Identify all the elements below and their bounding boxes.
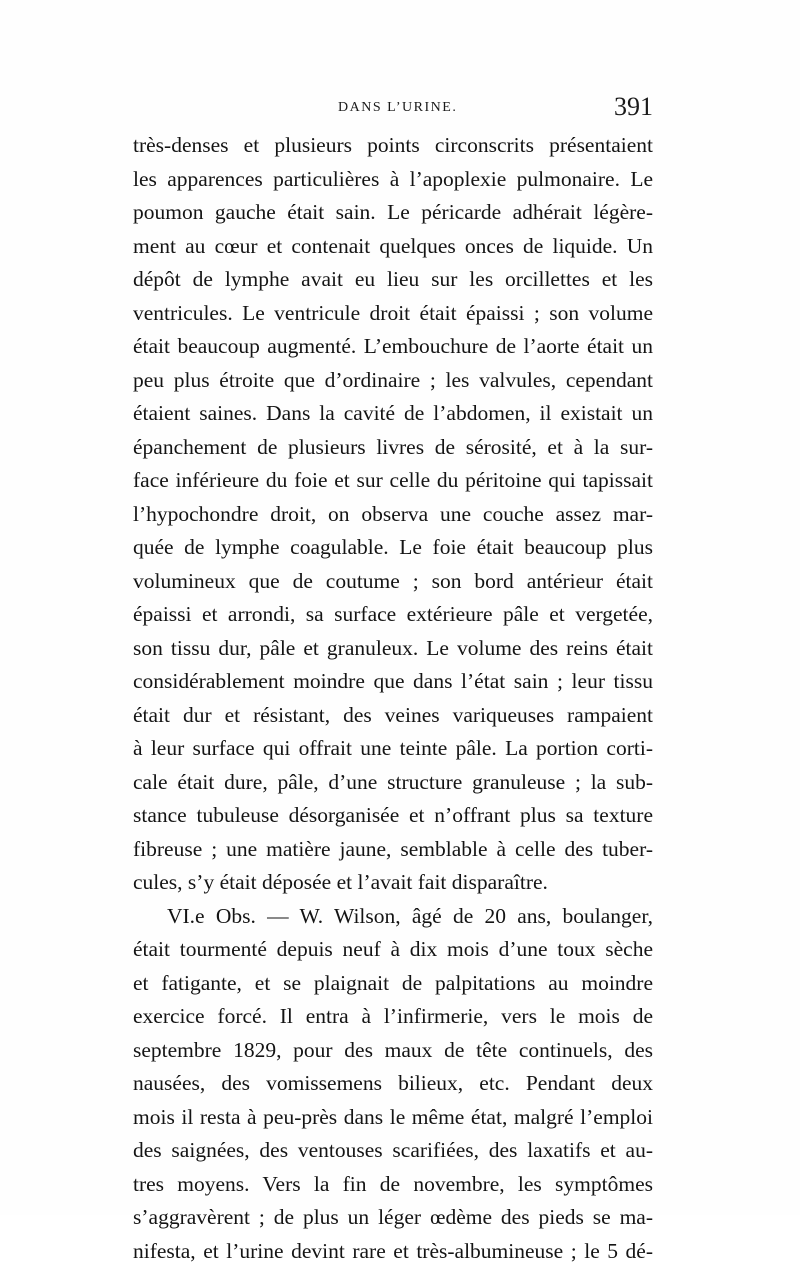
text-line: peu plus étroite que d’ordinaire ; les valvules, cependant	[133, 364, 653, 398]
text-line: face inférieure du foie et sur celle du péritoine qui tapissait	[133, 464, 653, 498]
text-line: l’hypochondre droit, on observa une couche assez mar-	[133, 498, 653, 532]
text-line: à leur surface qui offrait une teinte pâle. La portion corti-	[133, 732, 653, 766]
text-line: s’aggravèrent ; de plus un léger œdème des pieds se ma-	[133, 1201, 653, 1235]
text-line: cules, s’y était déposée et l’avait fait disparaître.	[133, 866, 653, 900]
text-line: épaissi et arrondi, sa surface extérieure pâle et vergetée,	[133, 598, 653, 632]
page-number: 391	[614, 92, 653, 122]
text-line: nifesta, et l’urine devint rare et très-albumineuse ; le 5 dé-	[133, 1235, 653, 1268]
text-line: nausées, des vomissemens bilieux, etc. Pendant deux	[133, 1067, 653, 1101]
text-line: cale était dure, pâle, d’une structure granuleuse ; la sub-	[133, 766, 653, 800]
text-line: ment au cœur et contenait quelques onces de liquide. Un	[133, 230, 653, 264]
text-line: son tissu dur, pâle et granuleux. Le volume des reins était	[133, 632, 653, 666]
text-line: dépôt de lymphe avait eu lieu sur les orcillettes et les	[133, 263, 653, 297]
text-line: était dur et résistant, des veines variqueuses rampaient	[133, 699, 653, 733]
text-line: était beaucoup augmenté. L’embouchure de l’aorte était un	[133, 330, 653, 364]
running-header	[133, 98, 653, 128]
text-line: étaient saines. Dans la cavité de l’abdomen, il existait un	[133, 397, 653, 431]
text-line: VI.e Obs. — W. Wilson, âgé de 20 ans, boulanger,	[133, 900, 653, 934]
text-line: tres moyens. Vers la fin de novembre, les symptômes	[133, 1168, 653, 1202]
text-line: très-denses et plusieurs points circonscrits présentaient	[133, 129, 653, 163]
running-title: DANS L’URINE.	[338, 100, 457, 116]
text-line: des saignées, des ventouses scarifiées, des laxatifs et au-	[133, 1134, 653, 1168]
text-line: quée de lymphe coagulable. Le foie était beaucoup plus	[133, 531, 653, 565]
text-line: stance tubuleuse désorganisée et n’offrant plus sa texture	[133, 799, 653, 833]
text-line: fibreuse ; une matière jaune, semblable à celle des tuber-	[133, 833, 653, 867]
text-line: épanchement de plusieurs livres de sérosité, et à la sur-	[133, 431, 653, 465]
text-line: poumon gauche était sain. Le péricarde adhérait légère-	[133, 196, 653, 230]
text-line: volumineux que de coutume ; son bord antérieur était	[133, 565, 653, 599]
text-line: mois il resta à peu-près dans le même état, malgré l’emploi	[133, 1101, 653, 1135]
text-line: ventricules. Le ventricule droit était épaissi ; son volume	[133, 297, 653, 331]
text-line: considérablement moindre que dans l’état sain ; leur tissu	[133, 665, 653, 699]
body-text	[133, 129, 653, 1268]
text-line: les apparences particulières à l’apoplexie pulmonaire. Le	[133, 163, 653, 197]
text-line: et fatigante, et se plaignait de palpitations au moindre	[133, 967, 653, 1001]
text-line: exercice forcé. Il entra à l’infirmerie, vers le mois de	[133, 1000, 653, 1034]
text-line: était tourmenté depuis neuf à dix mois d’une toux sèche	[133, 933, 653, 967]
text-line: septembre 1829, pour des maux de tête continuels, des	[133, 1034, 653, 1068]
